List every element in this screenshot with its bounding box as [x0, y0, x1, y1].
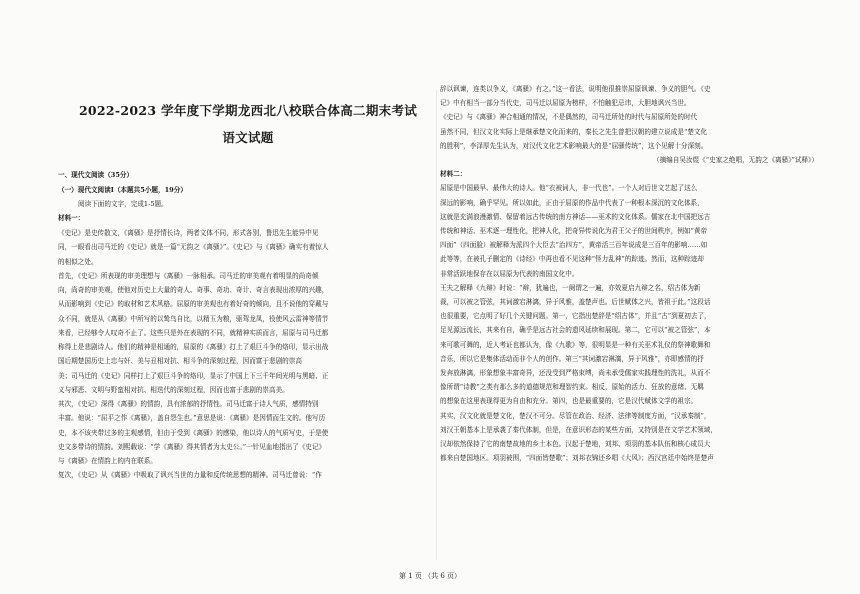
- paragraph-line: 汉却依然保持了它的南楚故地的乡土本色。汉起于楚地，刘邦、项羽的基本队伍和核心成员大: [440, 440, 711, 448]
- paragraph-line: 像所谓“诗教”之类有那么多的道德规范和理智约束。相反，原始的活力、狂放的意绪、无羁: [440, 383, 704, 392]
- exam-title: 2022-2023 学年度下学期龙西北八校联合体高二期末考试: [78, 103, 418, 118]
- paragraph-line: 的相似之处。: [58, 257, 98, 266]
- paragraph-line: 都来自楚国地区。项羽被围，“四面皆楚歌”；刘邦衣锦还乡唱《大风》；西汉宫廷中始终是楚声: [440, 454, 714, 463]
- paragraph-line: 足见源远流长，其来有自，确乎是远古社会的遗风延续和展现。第二，它可以“被之管弦”，本: [440, 326, 711, 335]
- paragraph-line: 王夫之解释《九辩》时说：“辩，犹遍也，一阕谓之一遍，亦效夏启九辩之名，绍古体为新: [440, 283, 701, 292]
- paragraph-line: 丰富。他说：“屈平之作《离骚》，盖自怨生也。”意思是说：《离骚》是因情而生文的。他写历: [58, 414, 326, 423]
- paragraph-line: 国后期楚国历史上忠与奸、美与丑相对抗、相斗争的深刻过程，因而富于悲剧的崇高: [58, 357, 302, 366]
- paragraph-line: 其实，汉文化就是楚文化，楚汉不可分。尽管在政治、经济、法律等制度方面，“汉承秦制”，: [440, 411, 711, 420]
- paragraph-line: 史文多带诗的情韵。刘熙载说：“学《离骚》得其情者为太史公。”一针见血地指出了《史记》: [58, 442, 326, 451]
- paragraph-line: 同，一眼看出司马迁的《史记》就是一篇“无韵之《离骚》”。《史记》与《离骚》确实有着惊人: [58, 243, 329, 252]
- paragraph-line: 称得上是悲剧诗人。他们的精神是相通的，屈原的《离骚》打上了艰巨斗争的烙印，显示出战: [58, 343, 329, 351]
- paragraph-line: 深远的影响，确乎罕见。所以如此，正由于屈原的作品中代表了一种根本深沉的文化体系，: [440, 198, 704, 207]
- paragraph-line: 美；司马迁的《史记》同样打上了艰巨斗争的烙印，显示了中国上下三千年间光明与黑暗、正: [58, 371, 329, 380]
- paragraph-line: 复次，《史记》从《离骚》中吸取了讽兴当世的力量和反传统思想的精神。司马迁曾说：“作: [58, 471, 322, 480]
- source-citation: （摘编自吴汝煜《“史家之绝唱，无韵之《离骚》”试释》）: [653, 156, 818, 164]
- subsection-heading: （一）现代文阅读Ⅰ（本题共5小题，19分）: [58, 186, 187, 194]
- paragraph-line: 与《离骚》在情韵上的内在联系。: [58, 457, 157, 465]
- exam-subtitle: 语文试题: [222, 130, 274, 145]
- paragraph-line: 史，本不该夹带过多的主观感情，但由于受到《离骚》的感染，他以诗人的气质写史，于是使: [58, 428, 329, 437]
- paragraph-line: 也很重要，它点明了好几个关键问题。第一，它指出楚辞是“绍古体”，并且“古”到夏初去了，: [440, 312, 711, 321]
- paragraph-line: 记》中有相当一部分当代史，司马迁以屈原为榜样，不怕触犯忌讳，大胆地讽兴当世。: [440, 99, 691, 108]
- paragraph-line: 来可歌可舞的，近人考证也都认为，像《九歌》等，很明显是一种有关巫术礼仪的祭神歌舞和: [440, 340, 711, 349]
- paragraph-line: 发奔放淋漓，形象想象丰富奇异，还没受到严格束缚，尚未承受儒家实践理性的洗礼，从而不: [440, 369, 711, 377]
- paragraph-line: 四面”（四面脸）被解释为派四个大臣去“治四方”，黄帝活三百年说成是三百年的影响……如: [440, 241, 708, 250]
- paragraph-line: 向，尚奇的审美观，使他对历史上大量的奇人、奇事、奇功、奇计、奇言表现出浓厚的兴趣，: [58, 286, 329, 294]
- paragraph-line: 《史记》与《离骚》神合相通的情况，不是偶然的，司马迁所处的时代与屈原所处的时代: [440, 113, 698, 122]
- page-footer: 第 1 页 （共 6 页）: [398, 572, 462, 580]
- section-heading: 一、现代文阅读（35分）: [58, 171, 134, 179]
- material-label: 材料二：: [440, 170, 467, 179]
- paragraph-line: 《史记》是史传散文，《离骚》是抒情长诗，两者文体不同，形式各别，鲁迅先生能异中见: [58, 229, 319, 237]
- paragraph-line: 其次，《史记》深得《离骚》的情韵，具有浓郁的抒情性。司马迁富于诗人气质，感情特别: [58, 400, 319, 408]
- paragraph-line: 众不同，就是从《离骚》中所写的以鸷鸟自比，以精玉为粮，驱驾龙凤，役使风云雷神等情节: [58, 314, 329, 323]
- paragraph-line: 来看，已经够令人叹奇不止了。这些只是外在表现的不同，就精神实质而言，屈原与司马迁都: [58, 328, 329, 337]
- paragraph-line: 的胜利”，李泽厚先生认为，对汉代文化艺术影响最大的是“屈骚传统”，这个见解十分深刻。: [440, 141, 708, 150]
- paragraph-line: 音乐，所以它是集体活动而非个人的创作。第三“其词激宕淋漓，异于风雅”，亦即感情的抒: [440, 354, 704, 363]
- instruction-text: 阅读下面的文字，完成1-5题。: [78, 200, 168, 208]
- paragraph-line: 传统和神话、巫术逐一理性化，把神人化，把奇异传说化为君王父子的世间秩序，例如“黄帝: [440, 227, 708, 235]
- paragraph-line: 辞以讽谏，连类以争义，《离骚》有之。”这一看法，说明他很推崇屈原讽谏、争义的胆气。《史: [440, 85, 711, 93]
- paragraph-line: 义与邪恶、文明与野蛮相对抗、相迭代的深刻过程，因而也富于悲剧的崇高美。: [58, 385, 289, 394]
- paragraph-line: 裁，可以被之管弦，其词激宕淋漓，异于风雅，盖楚声也。后世赋体之兴，皆祖于此。”这段话: [440, 298, 711, 306]
- paragraph-line: 此等等，在被孔子删定的《诗经》中再也看不见这种“怪力乱神”的踪迹。然而，这种踪迹却: [440, 255, 704, 264]
- paragraph-line: 从而影响到《史记》的取材和艺术风格。屈原的审美观也有着好奇的倾向，且不说他的穿戴与: [58, 300, 329, 309]
- paragraph-line: 首先，《史记》所表现的审美理想与《离骚》一脉相承。司马迁的审美观有着明显的尚奇倾: [58, 271, 319, 280]
- paragraph-line: 这就是充满浪漫激情、保留着远古传统的南方神话——巫术的文化体系。儒家在北中国把远古: [440, 212, 711, 221]
- paragraph-line: 虽然不同，但汉文化实际上是继承楚文化而来的，秦长之先生曾把汉朝的建立说成是“楚文化: [440, 127, 708, 136]
- material-label: 材料一：: [58, 214, 85, 222]
- paragraph-line: 刘汉王朝基本上是承袭了秦代体制，但是，在意识形态的某些方面，又特别是在文学艺术领域，: [440, 425, 717, 434]
- paragraph-line: 的想象在这里表现得更为自由和充分。第四，也是最重要的，它是汉代赋体文学的祖宗。: [440, 397, 698, 406]
- column-divider: [436, 90, 437, 560]
- paragraph-line: 非常活跃地保存在以屈原为代表的南国文化中。: [440, 269, 579, 278]
- paragraph-line: 屈原是中国最早、最伟大的诗人。他“衣被词人，非一代也”。一个人对后世文艺起了这么: [440, 184, 698, 193]
